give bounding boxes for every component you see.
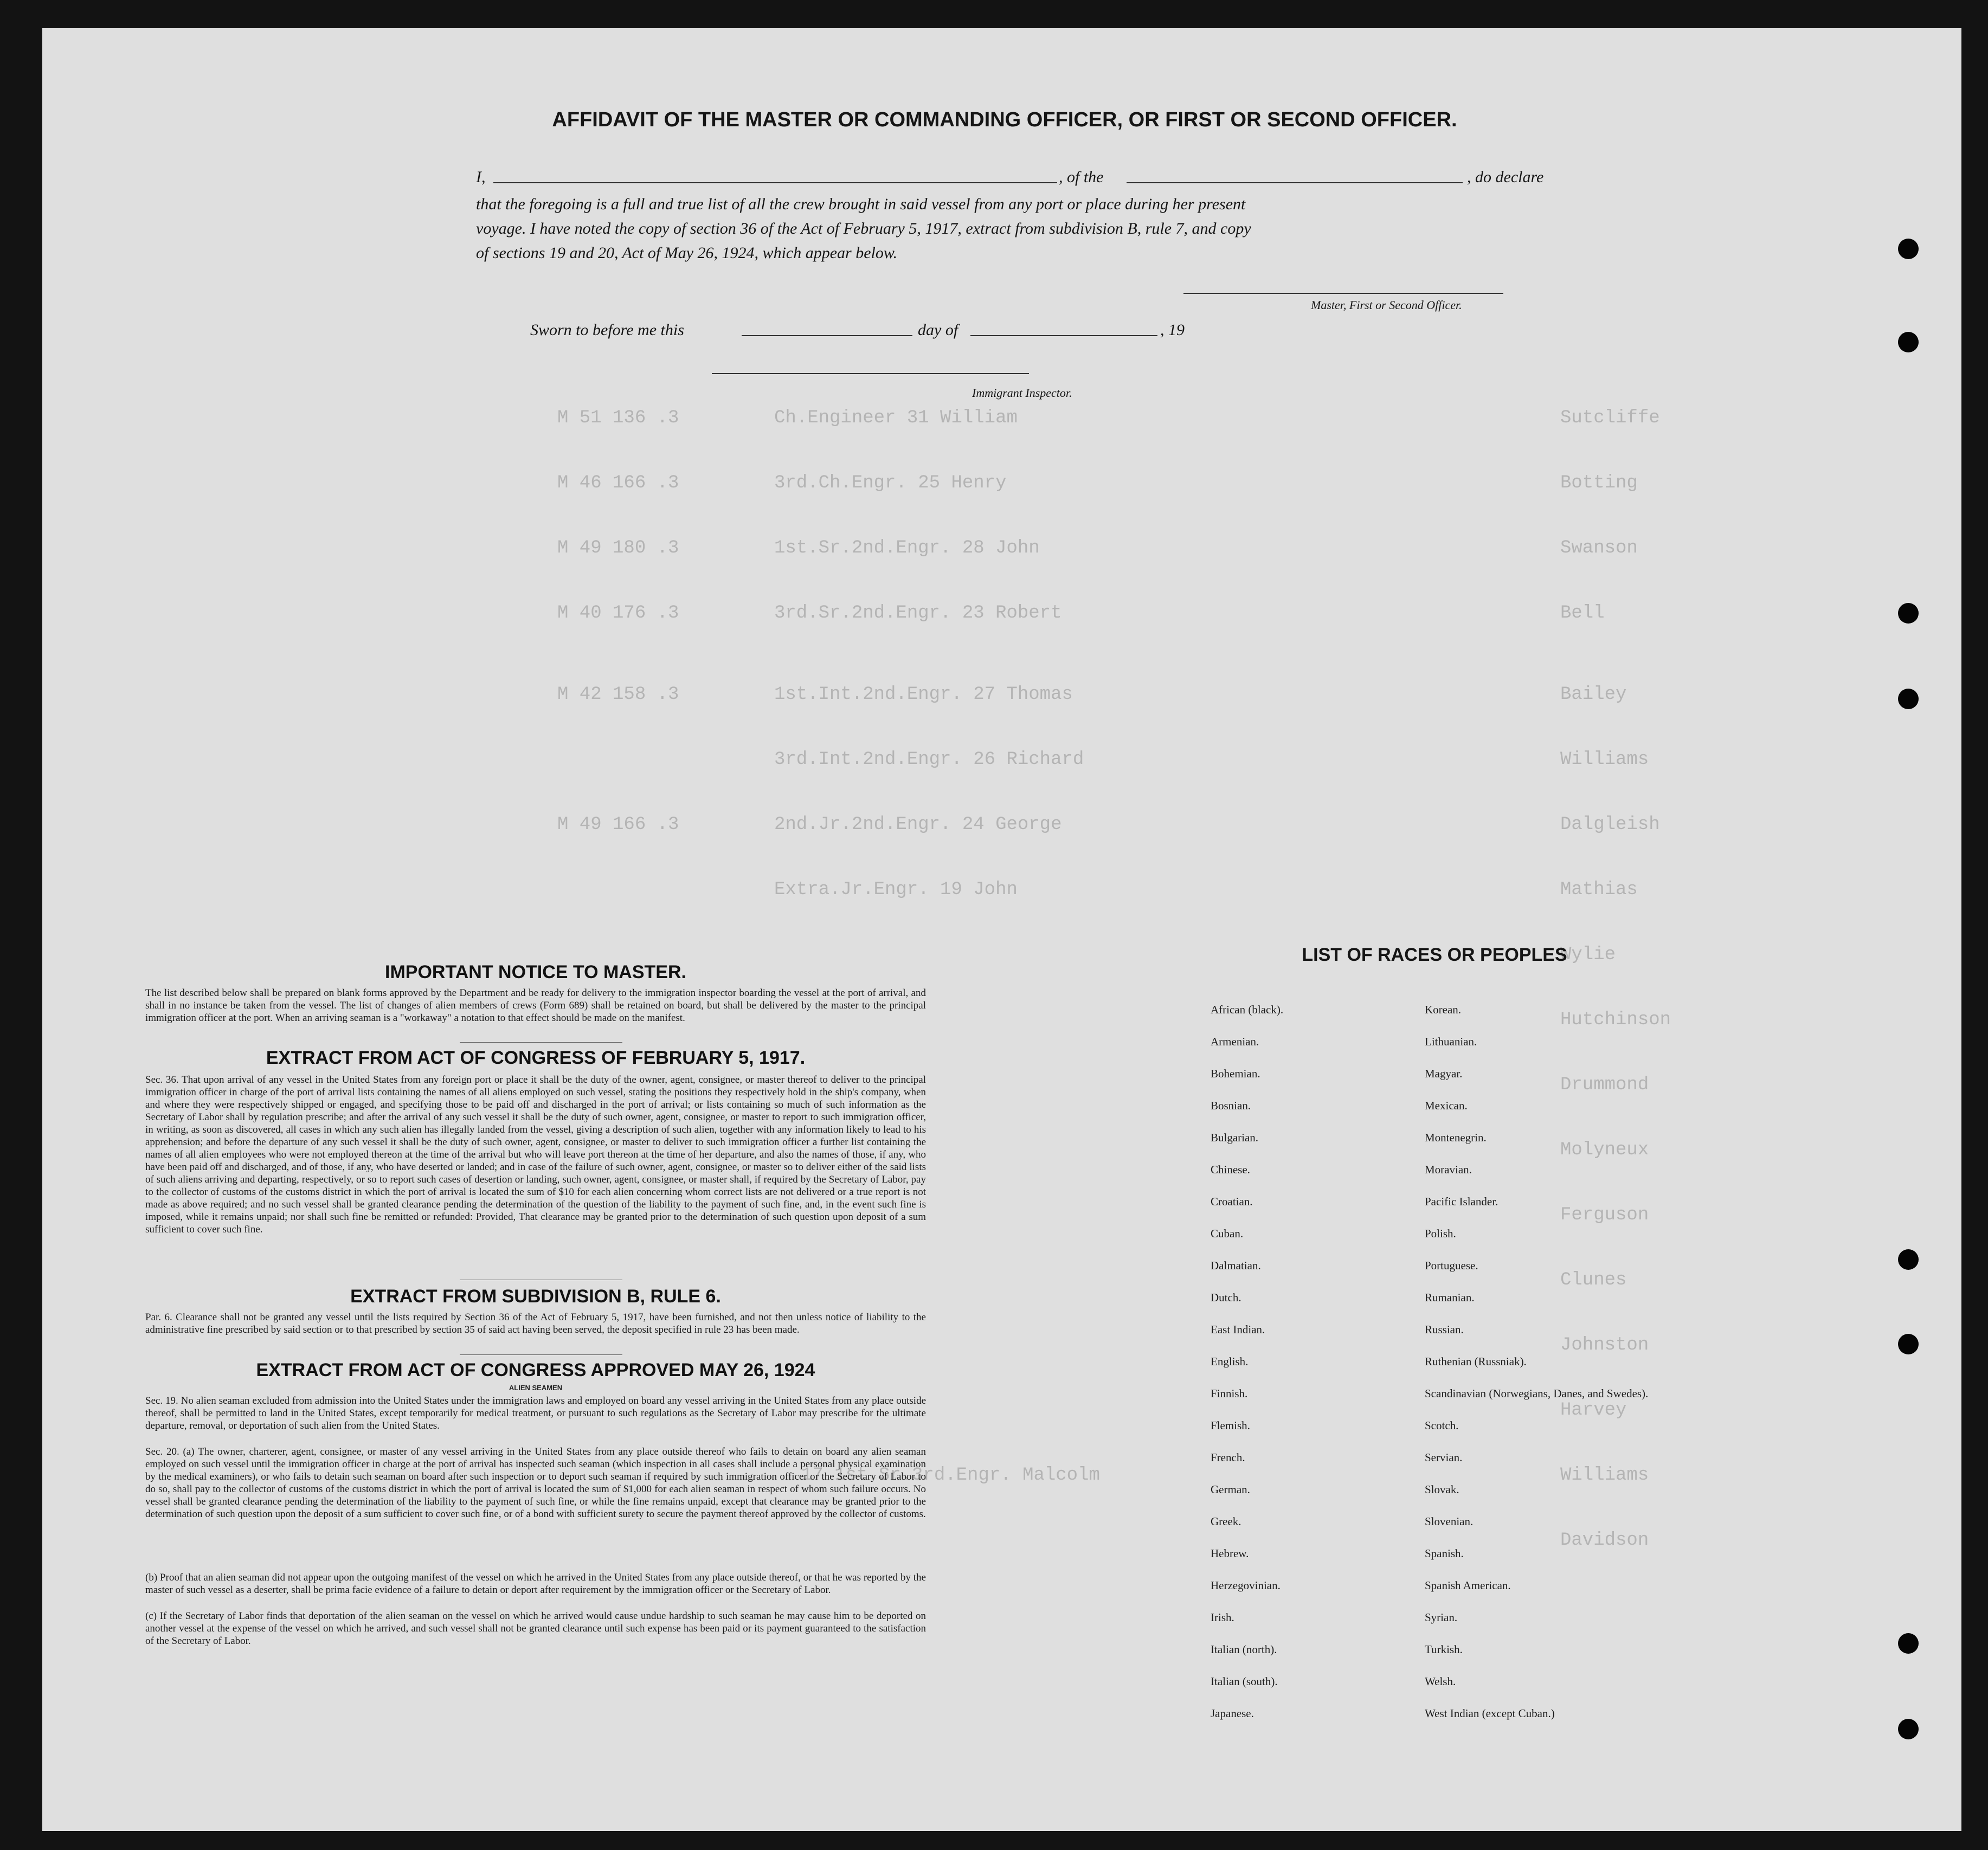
section-divider	[460, 1042, 622, 1043]
manifest-page: M 51 136 .3 M 46 166 .3 M 49 180 .3 M 40 176 .3 M 42 158 .3 M 49 166 .3 Ch.Engineer 31 William 3rd.Ch.Engr. 25 Henry 1st.Sr.2nd.Engr. 28 John 3rd.Sr.2nd.Engr. 23 Robert 1st.Int.2nd.Engr. 27 Thomas 3rd.Int.2nd.Engr. 26 Richard 2nd.Jr.2nd.Engr. 24 George Extra.Jr.Engr. 19 John Sutcliffe Botting Swanson Bell Bailey Williams Dalgleish Mathias Wylie Hutchinson Drummond Molyneux Ferguson Clunes Johnston Harvey Williams Davidson 17 1st.Sr.3rd.Engr. Malcolm AFFIDAVIT OF THE MASTER OR COMMANDING OFFICER, OR FIRST OR SECOND OFFICER. I, , of the , do declare that the foregoing is a full and true list of all the crew brought in said vessel from any port or place during her present voyage. I have noted the copy of section 36 of the Act of February 5, 1917, extract from subdivision B, rule 7, and copy of sections 19 and 20, Act of May 26, 1924, which appear below. Master, First or Second Officer. Sworn to before me this day of , 19 Immigrant Inspector. IMPORTANT NOTICE TO MASTER. The list described below shall be prepared on blank forms approved by the Department and be ready for delivery to the immigration inspector boarding the vessel at the port of arrival, and shall in no instance be taken from the vessel. The list of changes of alien members of crews (Form 689) shall be retained on board, but shall be delivered by the master to the principal immigration officer at the port. When an arriving seaman is a "workaway" a notation to that effect should be made on the manifest. EXTRACT FROM ACT OF CONGRESS OF FEBRUARY 5, 1917. Sec. 36. That upon arrival of any vessel in the United States from any foreign port or place it shall be the duty of the owner, agent, consignee, or master thereof to deliver to the principal immigration officer in charge of the port of arrival lists containing the names of all aliens employed on such vessel, stating the positions they respectively hold in the ship's company, when and where they were respectively shipped or engaged, and specifying those to be paid off and discharged in the port of arrival; or lists containing so much of such information as the Secretary of Labor shall by regulation prescribe; and after the arrival of any such vessel it shall be the duty of such owner, agent, consignee, or master to report to such immigration officer, in writing, as soon as discovered, all cases in which any such alien has illegally landed from the vessel, giving a description of such alien, together with any information likely to lead to his apprehension; and before the departure of any such vessel it shall be the duty of such owner, agent, consignee, or master to deliver to such immigration officer a further list containing the names of all alien employees who were not employed thereon at the time of the arrival but who will leave port thereon at the time of her departure, and also the names of those, if any, who have been paid off and discharged, and of those, if any, who have deserted or landed; and in case of the failure of such owner, agent, consignee, or master so to deliver either of the said lists of such aliens arriving and departing, respectively, or so to report such cases of desertion or landing, such owner, agent, consignee, or master shall, if required by the Secretary of Labor, pay to the collector of customs of the customs district in which the port of arrival is located the sum of $10 for each alien concerning whom correct lists are not delivered or a true report is not made as above required; and no such vessel shall be granted clearance pending the determination of the question of the liability to the payment of such fine, and, in the event such fine is imposed, while it remains unpaid; nor shall such fine be remitted or refunded: Provided, That clearance may be granted prior to the determination of such question upon deposit of a sum sufficient to cover such fine. EXTRACT FROM SUBDIVISION B, RULE 6. Par. 6. Clearance shall not be granted any vessel until the lists required by Section 36 of the Act of February 5, 1917, have been furnished, and not then unless notice of liability to the administrative fine prescribed by said section or to that prescribed by section 35 of said act having been served, the deposit specified in rule 23 has been made. EXTRACT FROM ACT OF CONGRESS APPROVED MAY 26, 1924 ALIEN SEAMEN Sec. 19. No alien seaman excluded from admission into the United States under the immigration laws and employed on board any vessel arriving in the United States from any place outside thereof, shall be permitted to land in the United States, except temporarily for medical treatment, or pursuant to such regulations as the Secretary of Labor may prescribe for the ultimate departure, removal, or deportation of such alien from the United States. Sec. 20. (a) The owner, charterer, agent, consignee, or master of any vessel arriving in the United States from any place outside thereof who fails to detain on board any alien seaman employed on such vessel until the immigration officer in charge at the port of arrival has inspected such seaman (which inspection in all cases shall include a personal physical examination by the medical examiners), or who fails to detain such seaman on board after such inspection or to deport such seaman if required by such immigration officer or the Secretary of Labor to do so, shall pay to the collector of customs of the customs district in which the port of arrival is located the sum of $1,000 for each alien seaman in respect of whom such failure occurs. No vessel shall be granted clearance pending the determination of the liability to the payment of such fine, or while the fine remains unpaid, except that clearance may be granted prior to the determination of such question upon the deposit of a sum sufficient to cover such fine, or of a bond with sufficient surety to secure the payment thereof approved by the collector of customs. (b) Proof that an alien seaman did not appear upon the outgoing manifest of the vessel on which he arrived in the United States from any place outside thereof, or that he was reported by the master of such vessel as a deserter, shall be prima facie evidence of a failure to detain or deport after requirement by the immigration officer or the Secretary of Labor. (c) If the Secretary of Labor finds that deportation of the alien seaman on the vessel on which he arrived would cause undue hardship to such seaman he may cause him to be deported on another vessel at the expense of the vessel on which he arrived, and such vessel shall not be granted clearance until such expense has been paid or its payment guaranteed to the satisfaction of the Secretary of Labor. LIST OF RACES OR PEOPLES African (black). Armenian. Bohemian. Bosnian. Bulgarian. Chinese. Croatian. Cuban. Dalmatian. Dutch. East Indian. English. Finnish. Flemish. French. German. Greek. Hebrew. Herzegovinian. Irish. Italian (north). Italian (south). Japanese. Korean. Lithuanian. Magyar. Mexican. Montenegrin. Moravian. Pacific Islander. Polish. Portuguese. Rumanian. Russian. Ruthenian (Russniak). Scandinavian (Norwegians, Danes, and Swedes). Scotch. Servian. Slovak. Slovenian. Spanish. Spanish American. Syrian. Turkish. Welsh. West Indian (except Cuban.)	[42, 28, 1961, 1831]
race-item: Spanish American.	[1425, 1579, 1511, 1592]
master-signature-field[interactable]	[1183, 293, 1503, 294]
race-item: Turkish.	[1425, 1643, 1463, 1656]
race-item: English.	[1211, 1355, 1249, 1368]
affidavit-body-2: voyage. I have noted the copy of section 36 of the Act of February 5, 1917, extract from subdivision B, rule 7, and copy	[476, 220, 1251, 237]
race-item: Syrian.	[1425, 1611, 1458, 1624]
race-item: Servian.	[1425, 1451, 1463, 1464]
race-item: Cuban.	[1211, 1227, 1244, 1240]
race-item: Greek.	[1211, 1515, 1241, 1528]
affidavit-title: AFFIDAVIT OF THE MASTER OR COMMANDING OFFICER, OR FIRST OR SECOND OFFICER.	[552, 108, 1457, 131]
act-1917-title: EXTRACT FROM ACT OF CONGRESS OF FEBRUARY 5, 1917.	[266, 1048, 806, 1068]
race-item: Bohemian.	[1211, 1067, 1260, 1080]
race-item: Herzegovinian.	[1211, 1579, 1281, 1592]
inspector-signature-field[interactable]	[712, 373, 1029, 374]
race-item: Italian (south).	[1211, 1675, 1278, 1688]
race-item: Ruthenian (Russniak).	[1425, 1355, 1527, 1368]
punch-hole	[1898, 1633, 1919, 1654]
race-item: Armenian.	[1211, 1035, 1259, 1048]
race-item: Japanese.	[1211, 1707, 1254, 1720]
declare-label: , do declare	[1467, 168, 1544, 186]
punch-hole	[1898, 603, 1919, 624]
race-item: Scotch.	[1425, 1419, 1459, 1432]
race-item: German.	[1211, 1483, 1250, 1496]
race-item: Chinese.	[1211, 1163, 1250, 1176]
race-item: Portuguese.	[1425, 1259, 1478, 1272]
punch-hole	[1898, 239, 1919, 259]
punch-hole	[1898, 1249, 1919, 1270]
inspector-signature-label: Immigrant Inspector.	[972, 386, 1072, 400]
act-1924-sec19-text: Sec. 19. No alien seaman excluded from admission into the United States under the immigration laws and employed on board any vessel arriving in the United States from any place outside thereof, shall be permitted to land in the United States, except temporarily for medical treatment, or pursuant to such regulations as the Secretary of Labor may prescribe for the ultimate departure, removal, or deportation of such alien from the United States.	[145, 1395, 926, 1431]
sworn-year-label: , 19	[1160, 321, 1185, 339]
punch-hole	[1898, 332, 1919, 352]
section-divider	[460, 1354, 622, 1355]
race-item: East Indian.	[1211, 1323, 1265, 1336]
punch-hole	[1898, 1719, 1919, 1739]
sworn-day-of-label: day of	[918, 321, 958, 339]
race-item: French.	[1211, 1451, 1245, 1464]
declarant-name-field[interactable]	[493, 182, 1057, 183]
rule-6-text: Par. 6. Clearance shall not be granted any vessel until the lists required by Section 36 of the Act of February 5, 1917, have been furnished, and not then unless notice of liability to the administrative fine prescribed by said section or to that prescribed by section 35 of said act having been served, the deposit specified in rule 23 has been made.	[145, 1312, 926, 1335]
master-signature-label: Master, First or Second Officer.	[1311, 298, 1462, 312]
race-item: West Indian (except Cuban.)	[1425, 1707, 1555, 1720]
race-item: Flemish.	[1211, 1419, 1250, 1432]
declarant-prefix: I,	[476, 168, 486, 186]
notice-text: The list described below shall be prepared on blank forms approved by the Department and be ready for delivery to the immigration inspector boarding the vessel at the port of arrival, and shall in no instance be taken from the vessel. The list of changes of alien members of crews (Form 689) shall be retained on board, but shall be delivered by the master to the principal immigration officer at the port. When an arriving seaman is a "workaway" a notation to that effect should be made on the manifest.	[145, 987, 926, 1024]
affidavit-body-3: of sections 19 and 20, Act of May 26, 1924, which appear below.	[476, 244, 898, 262]
race-item: Hebrew.	[1211, 1547, 1249, 1560]
races-column-1	[1211, 1003, 1427, 1739]
sworn-month-field[interactable]	[970, 335, 1157, 336]
race-item: Rumanian.	[1425, 1291, 1475, 1304]
vessel-name-field[interactable]	[1127, 182, 1463, 183]
race-item: Pacific Islander.	[1425, 1195, 1498, 1208]
race-item: Bulgarian.	[1211, 1131, 1259, 1144]
punch-hole	[1898, 1334, 1919, 1354]
act-1924-sec20b-text: (b) Proof that an alien seaman did not appear upon the outgoing manifest of the vessel on which he arrived in the United States from any place outside thereof, or that he was reported by the master of such vessel as a deserter, shall be prima facie evidence of a failure to detain or deport after requirement by the immigration officer or the Secretary of Labor.	[145, 1572, 926, 1596]
sworn-prefix: Sworn to before me this	[530, 321, 684, 339]
race-item: Slovenian.	[1425, 1515, 1474, 1528]
race-item: Irish.	[1211, 1611, 1234, 1624]
act-1924-subtitle: ALIEN SEAMEN	[509, 1384, 563, 1392]
race-item: Scandinavian (Norwegians, Danes, and Swedes).	[1425, 1387, 1649, 1400]
declarant-of-label: , of the	[1059, 168, 1104, 186]
race-item: Moravian.	[1425, 1163, 1472, 1176]
race-item: Mexican.	[1425, 1099, 1468, 1112]
race-item: Dalmatian.	[1211, 1259, 1261, 1272]
race-item: Polish.	[1425, 1227, 1456, 1240]
races-title: LIST OF RACES OR PEOPLES	[1302, 945, 1567, 965]
races-column-2	[1425, 1003, 1685, 1739]
act-1924-title: EXTRACT FROM ACT OF CONGRESS APPROVED MAY 26, 1924	[256, 1360, 815, 1380]
act-1924-sec20a-text: Sec. 20. (a) The owner, charterer, agent, consignee, or master of any vessel arriving in the United States from any place outside thereof who fails to detain on board any alien seaman employed on such vessel until the immigration officer in charge at the port of arrival has inspected such seaman (which inspection in all cases shall include a personal physical examination by the medical examiners), or who fails to detain such seaman on board after such inspection or to deport such seaman if required by such immigration officer or the Secretary of Labor to do so, shall pay to the collector of customs of the customs district in which the port of arrival is located the sum of $1,000 for each alien seaman in respect of whom such failure occurs. No vessel shall be granted clearance pending the determination of the liability to the payment of such fine, or while the fine remains unpaid, except that clearance may be granted prior to the determination of such question upon the deposit of a sum sufficient to cover such fine, or of a bond with sufficient surety to secure the payment thereof approved by the collector of customs.	[145, 1446, 926, 1520]
race-item: Spanish.	[1425, 1547, 1464, 1560]
act-1917-sec36-text: Sec. 36. That upon arrival of any vessel in the United States from any foreign port or place it shall be the duty of the owner, agent, consignee, or master thereof to deliver to the principal immigration officer in charge of the port of arrival lists containing the names of all aliens employed on such vessel, stating the positions they respectively hold in the ship's company, when and where they were respectively shipped or engaged, and specifying those to be paid off and discharged in the port of arrival; or lists containing so much of such information as the Secretary of Labor shall by regulation prescribe; and after the arrival of any such vessel it shall be the duty of such owner, agent, consignee, or master to report to such immigration officer, in writing, as soon as discovered, all cases in which any such alien has illegally landed from the vessel, giving a description of such alien, together with any information likely to lead to his apprehension; and before the departure of any such vessel it shall be the duty of such owner, agent, consignee, or master to deliver to such immigration officer a further list containing the names of all alien employees who were not employed thereon at the time of the arrival but who will leave port thereon at the time of her departure, and also the names of those, if any, who have been paid off and discharged, and of those, if any, who have deserted or landed; and in case of the failure of such owner, agent, consignee, or master so to deliver either of the said lists of such aliens arriving and departing, respectively, or so to report such cases of desertion or landing, such owner, agent, consignee, or master shall, if required by the Secretary of Labor, pay to the collector of customs of the customs district in which the port of arrival is located the sum of $10 for each alien concerning whom correct lists are not delivered or a true report is not made as above required; and no such vessel shall be granted clearance pending the determination of the question of the liability to the payment of such fine, and, in the event such fine is imposed, while it remains unpaid; nor shall such fine be remitted or refunded: Provided, That clearance may be granted prior to the determination of such question upon deposit of a sum sufficient to cover such fine.	[145, 1074, 926, 1235]
race-item: Montenegrin.	[1425, 1131, 1487, 1144]
notice-title: IMPORTANT NOTICE TO MASTER.	[385, 962, 686, 982]
race-item: Korean.	[1425, 1003, 1462, 1016]
race-item: Croatian.	[1211, 1195, 1253, 1208]
race-item: Dutch.	[1211, 1291, 1241, 1304]
race-item: Lithuanian.	[1425, 1035, 1477, 1048]
race-item: Finnish.	[1211, 1387, 1248, 1400]
act-1924-sec20c-text: (c) If the Secretary of Labor finds that deportation of the alien seaman on the vessel on which he arrived would cause undue hardship to such seaman he may cause him to be deported on another vessel at the expense of the vessel on which he arrived, and such vessel shall not be granted clearance until such expense has been paid or its payment guaranteed to the satisfaction of the Secretary of Labor.	[145, 1610, 926, 1647]
punch-hole	[1898, 689, 1919, 709]
race-item: African (black).	[1211, 1003, 1284, 1016]
affidavit-body-1: that the foregoing is a full and true list of all the crew brought in said vessel from any port or place during her present	[476, 195, 1246, 213]
race-item: Slovak.	[1425, 1483, 1459, 1496]
race-item: Welsh.	[1425, 1675, 1456, 1688]
race-item: Bosnian.	[1211, 1099, 1251, 1112]
sworn-day-field[interactable]	[742, 335, 912, 336]
race-item: Italian (north).	[1211, 1643, 1277, 1656]
race-item: Russian.	[1425, 1323, 1464, 1336]
rule-6-title: EXTRACT FROM SUBDIVISION B, RULE 6.	[350, 1286, 721, 1307]
race-item: Magyar.	[1425, 1067, 1463, 1080]
